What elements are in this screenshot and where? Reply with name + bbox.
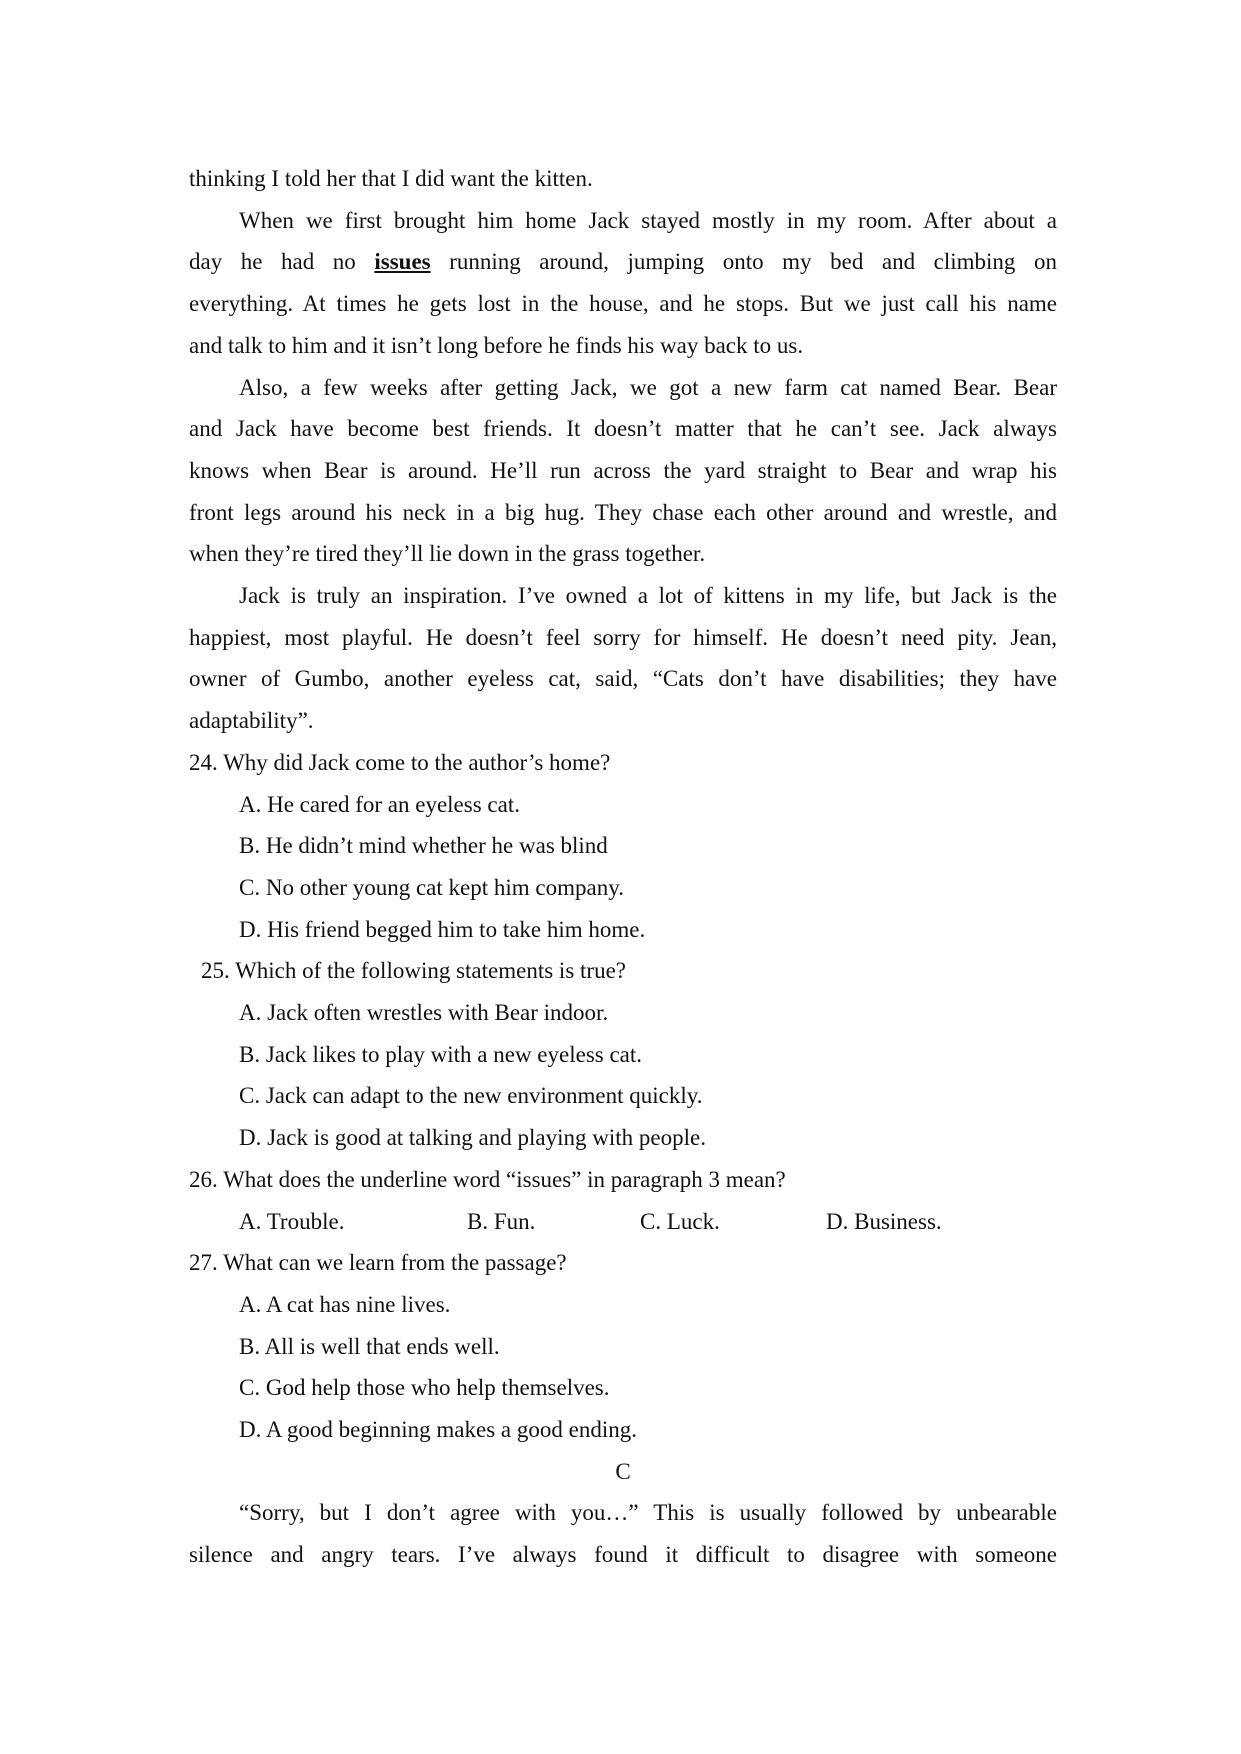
option-b: B. Fun.	[467, 1208, 536, 1234]
option-a: A. A cat has nine lives.	[239, 1291, 451, 1317]
passage-line: happiest, most playful. He doesn’t feel sorry for himself. He doesn’t need pity. Jean,	[189, 624, 1057, 650]
option-d: D. Jack is good at talking and playing with people.	[239, 1125, 706, 1151]
option-a: A. Jack often wrestles with Bear indoor.	[239, 1000, 609, 1026]
passage-text: running around, jumping onto my bed and climbing on	[449, 249, 1057, 275]
option-a: A. He cared for an eyeless cat.	[239, 791, 520, 817]
question-25	[189, 950, 1057, 1159]
option-d: D. Business.	[826, 1208, 942, 1234]
passage-line: thinking I told her that I did want the kitten.	[189, 166, 593, 191]
option-d: D. A good beginning makes a good ending.	[239, 1417, 637, 1443]
question-27	[189, 1242, 1057, 1451]
paragraph-4	[189, 367, 1057, 576]
option-c: C. God help those who help themselves.	[239, 1375, 610, 1401]
question-24	[189, 742, 1057, 951]
passage-line: owner of Gumbo, another eyeless cat, said, “Cats don’t have disabilities; they have	[189, 666, 1057, 692]
passage-line: front legs around his neck in a big hug. They chase each other around and wrestle, and	[189, 499, 1057, 525]
question-stem: 27. What can we learn from the passage?	[189, 1250, 567, 1276]
option-b: B. All is well that ends well.	[239, 1333, 500, 1359]
passage-line: when they’re tired they’ll lie down in the grass together.	[189, 541, 706, 567]
passage-line: and talk to him and it isn’t long before he finds his way back to us.	[189, 332, 804, 358]
option-b: B. He didn’t mind whether he was blind	[239, 833, 608, 859]
paragraph-3	[189, 200, 1057, 367]
passage-text: day he had no	[189, 249, 356, 275]
passage-line: Also, a few weeks after getting Jack, we got a new farm cat named Bear. Bear	[239, 374, 1057, 400]
option-c: C. No other young cat kept him company.	[239, 874, 624, 900]
section-c-paragraph	[189, 1492, 1057, 1575]
question-stem: 24. Why did Jack come to the author’s home?	[189, 749, 611, 775]
option-b: B. Jack likes to play with a new eyeless cat.	[239, 1041, 643, 1067]
passage-line: adaptability”.	[189, 708, 314, 734]
passage-line	[189, 241, 1057, 283]
passage-line: When we first brought him home Jack stayed mostly in my room. After about a	[239, 207, 1057, 233]
passage-line: “Sorry, but I don’t agree with you…” This is usually followed by unbearable	[239, 1500, 1057, 1526]
question-26	[189, 1159, 1057, 1242]
paragraph-5	[189, 575, 1057, 742]
question-stem: 26. What does the underline word “issues” in paragraph 3 mean?	[189, 1166, 786, 1192]
question-stem: 25. Which of the following statements is true?	[201, 958, 626, 984]
options-row	[189, 1201, 1057, 1243]
passage-line: silence and angry tears. I’ve always found it difficult to disagree with someone	[189, 1542, 1057, 1568]
passage-line: and Jack have become best friends. It doesn’t matter that he can’t see. Jack always	[189, 416, 1057, 442]
exam-page	[189, 158, 1057, 1576]
option-d: D. His friend begged him to take him home.	[239, 916, 646, 942]
passage-line: Jack is truly an inspiration. I’ve owned a lot of kittens in my life, but Jack is the	[239, 583, 1057, 609]
passage-line: knows when Bear is around. He’ll run across the yard straight to Bear and wrap his	[189, 457, 1057, 483]
option-c: C. Luck.	[640, 1208, 720, 1234]
passage-line: everything. At times he gets lost in the house, and he stops. But we just call his name	[189, 291, 1057, 317]
underlined-word-issues: issues	[374, 249, 431, 275]
option-c: C. Jack can adapt to the new environment quickly.	[239, 1083, 703, 1109]
section-heading: C	[615, 1458, 631, 1484]
option-a: A. Trouble.	[239, 1208, 345, 1234]
